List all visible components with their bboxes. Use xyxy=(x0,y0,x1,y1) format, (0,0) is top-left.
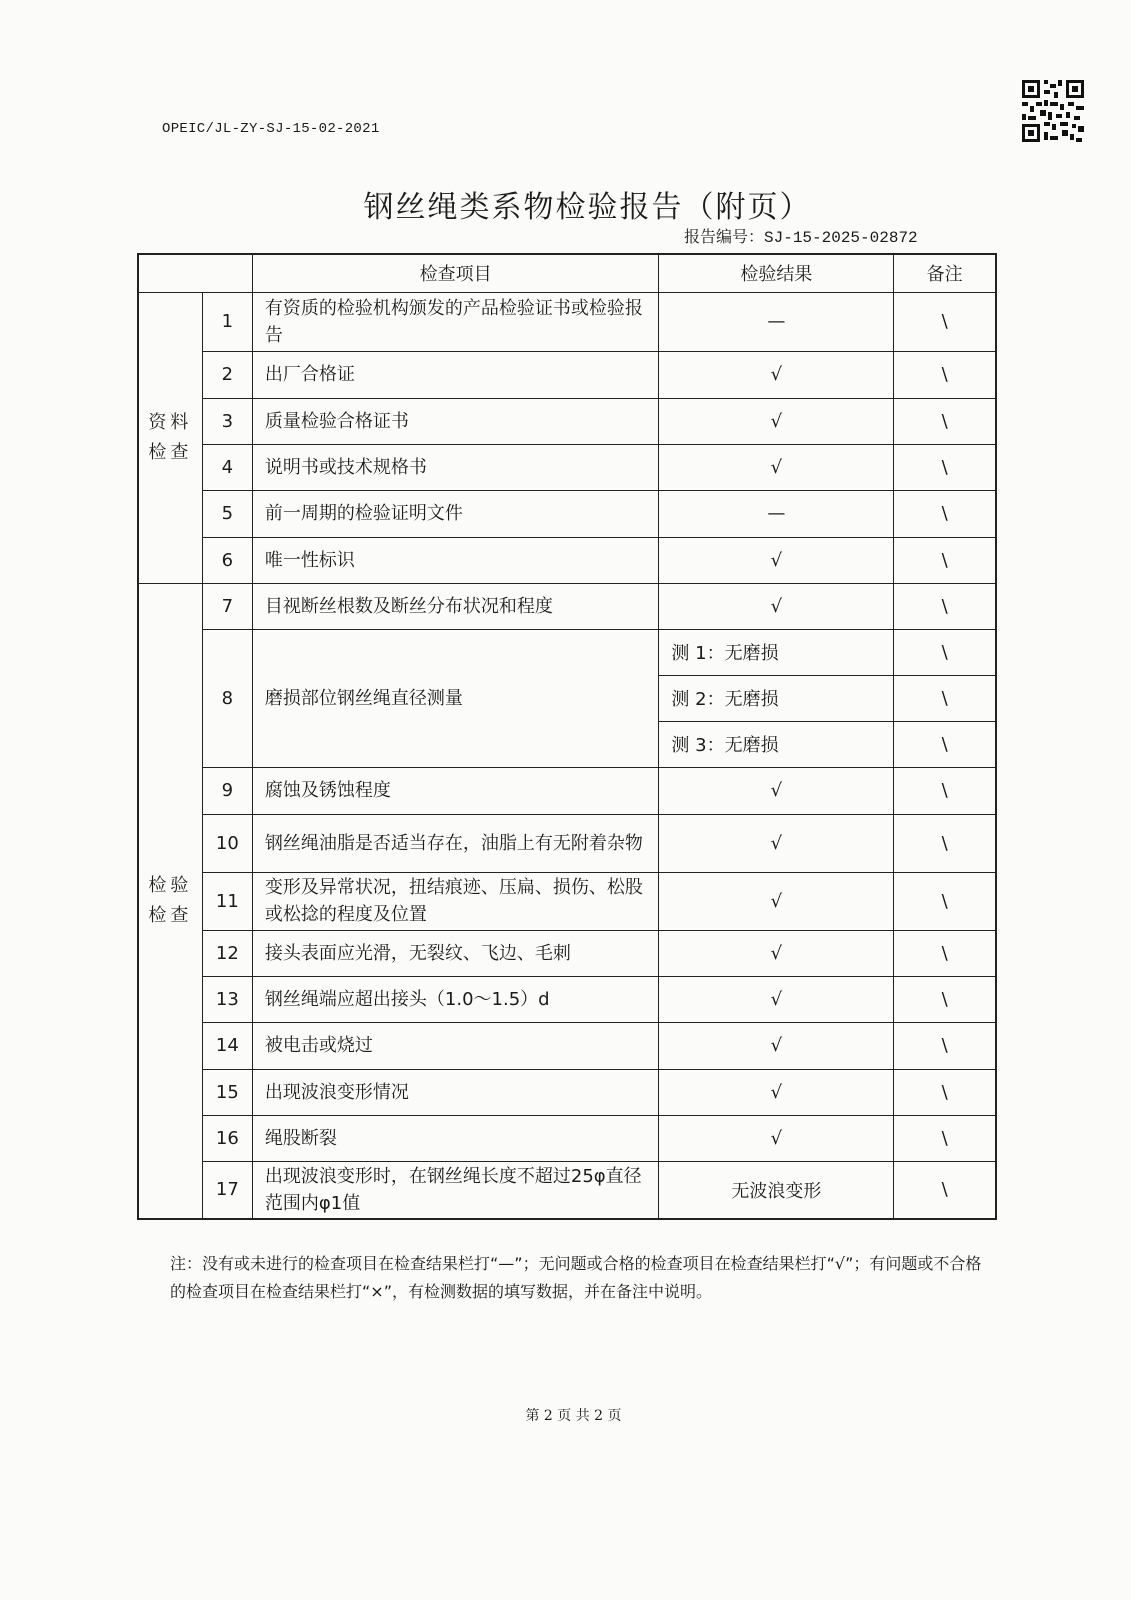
row-result: √ xyxy=(659,976,894,1022)
row-result: √ xyxy=(659,537,894,583)
row-remark: \ xyxy=(894,1161,996,1219)
table-row xyxy=(138,583,996,629)
row-number: 2 xyxy=(202,351,252,398)
row-result: √ xyxy=(659,444,894,490)
row-remark: \ xyxy=(894,1022,996,1069)
report-number xyxy=(684,224,918,247)
group-label-docs: 资料检查 xyxy=(138,292,202,583)
row-number: 13 xyxy=(202,976,252,1022)
column-header-item: 检查项目 xyxy=(252,254,659,292)
row-remark: \ xyxy=(894,292,996,351)
table-row xyxy=(138,767,996,814)
row-item: 磨损部位钢丝绳直径测量 xyxy=(252,629,659,767)
table-row xyxy=(138,1069,996,1115)
row-remark: \ xyxy=(894,976,996,1022)
row-result: — xyxy=(659,292,894,351)
row-item: 唯一性标识 xyxy=(252,537,659,583)
row-number: 17 xyxy=(202,1161,252,1219)
row-number: 9 xyxy=(202,767,252,814)
page-number: 第 2 页 共 2 页 xyxy=(525,1408,622,1424)
row-remark: \ xyxy=(894,930,996,976)
row-remark: \ xyxy=(894,1115,996,1161)
measurement-result: 测 3：无磨损 xyxy=(659,721,894,767)
column-header-result: 检验结果 xyxy=(659,254,894,292)
table-row xyxy=(138,537,996,583)
row-result: √ xyxy=(659,351,894,398)
inspection-table xyxy=(137,253,997,1220)
group-label-inspection: 检验检查 xyxy=(138,583,202,1219)
row-item: 有资质的检验机构颁发的产品检验证书或检验报告 xyxy=(252,292,659,351)
row-result: √ xyxy=(659,872,894,930)
measurement-result: 测 2：无磨损 xyxy=(659,675,894,721)
row-remark: \ xyxy=(894,490,996,537)
row-item: 前一周期的检验证明文件 xyxy=(252,490,659,537)
row-item: 质量检验合格证书 xyxy=(252,398,659,444)
row-remark: \ xyxy=(894,351,996,398)
row-remark: \ xyxy=(894,398,996,444)
row-number: 11 xyxy=(202,872,252,930)
row-remark: \ xyxy=(894,767,996,814)
row-remark: \ xyxy=(894,721,996,767)
row-result: 无波浪变形 xyxy=(659,1161,894,1219)
row-number: 15 xyxy=(202,1069,252,1115)
row-result: √ xyxy=(659,1069,894,1115)
row-remark: \ xyxy=(894,814,996,872)
row-number: 3 xyxy=(202,398,252,444)
row-remark: \ xyxy=(894,444,996,490)
row-result: √ xyxy=(659,398,894,444)
table-row xyxy=(138,1022,996,1069)
measurement-result: 测 1：无磨损 xyxy=(659,629,894,675)
report-number-value: SJ-15-2025-02872 xyxy=(764,229,918,247)
row-item: 绳股断裂 xyxy=(252,1115,659,1161)
page-title: 钢丝绳类系物检验报告（附页） xyxy=(363,190,812,225)
row-remark: \ xyxy=(894,1069,996,1115)
table-row xyxy=(138,1115,996,1161)
header-blank-cell xyxy=(138,254,252,292)
table-row xyxy=(138,444,996,490)
table-row xyxy=(138,814,996,872)
column-header-remark: 备注 xyxy=(894,254,996,292)
report-number-label: 报告编号： xyxy=(684,227,765,246)
row-item: 出厂合格证 xyxy=(252,351,659,398)
row-result: √ xyxy=(659,767,894,814)
document-code: OPEIC/JL-ZY-SJ-15-02-2021 xyxy=(162,121,380,137)
row-number: 6 xyxy=(202,537,252,583)
qr-code xyxy=(1020,78,1086,144)
row-number: 10 xyxy=(202,814,252,872)
row-number: 14 xyxy=(202,1022,252,1069)
row-item: 说明书或技术规格书 xyxy=(252,444,659,490)
row-result: √ xyxy=(659,1022,894,1069)
row-item: 接头表面应光滑，无裂纹、飞边、毛刺 xyxy=(252,930,659,976)
table-row xyxy=(138,292,996,351)
row-item: 目视断丝根数及断丝分布状况和程度 xyxy=(252,583,659,629)
table-row xyxy=(138,629,996,675)
row-number: 16 xyxy=(202,1115,252,1161)
row-item: 钢丝绳端应超出接头（1.0～1.5）d xyxy=(252,976,659,1022)
table-row xyxy=(138,490,996,537)
table-row xyxy=(138,398,996,444)
row-item: 出现波浪变形情况 xyxy=(252,1069,659,1115)
table-row xyxy=(138,351,996,398)
row-item: 钢丝绳油脂是否适当存在，油脂上有无附着杂物 xyxy=(252,814,659,872)
row-remark: \ xyxy=(894,675,996,721)
row-number: 4 xyxy=(202,444,252,490)
row-number: 5 xyxy=(202,490,252,537)
row-result: √ xyxy=(659,583,894,629)
row-remark: \ xyxy=(894,583,996,629)
table-row xyxy=(138,930,996,976)
row-result: √ xyxy=(659,930,894,976)
table-header-row xyxy=(138,254,996,292)
row-number: 8 xyxy=(202,629,252,767)
row-number: 12 xyxy=(202,930,252,976)
row-item: 变形及异常状况，扭结痕迹、压扁、损伤、松股或松捻的程度及位置 xyxy=(252,872,659,930)
table-row xyxy=(138,872,996,930)
table-row xyxy=(138,1161,996,1219)
row-remark: \ xyxy=(894,872,996,930)
row-result: √ xyxy=(659,1115,894,1161)
row-item: 出现波浪变形时，在钢丝绳长度不超过25φ直径范围内φ1值 xyxy=(252,1161,659,1219)
row-number: 7 xyxy=(202,583,252,629)
row-remark: \ xyxy=(894,537,996,583)
row-number: 1 xyxy=(202,292,252,351)
table-row xyxy=(138,976,996,1022)
footnote: 注：没有或未进行的检查项目在检查结果栏打“—”；无问题或合格的检查项目在检查结果栏打“√”；有问题或不合格的检查项目在检查结果栏打“×”，有检测数据的填写数据，并在备注中说明。 xyxy=(170,1254,982,1301)
row-item: 被电击或烧过 xyxy=(252,1022,659,1069)
row-item: 腐蚀及锈蚀程度 xyxy=(252,767,659,814)
row-result: √ xyxy=(659,814,894,872)
row-remark: \ xyxy=(894,629,996,675)
row-result: — xyxy=(659,490,894,537)
